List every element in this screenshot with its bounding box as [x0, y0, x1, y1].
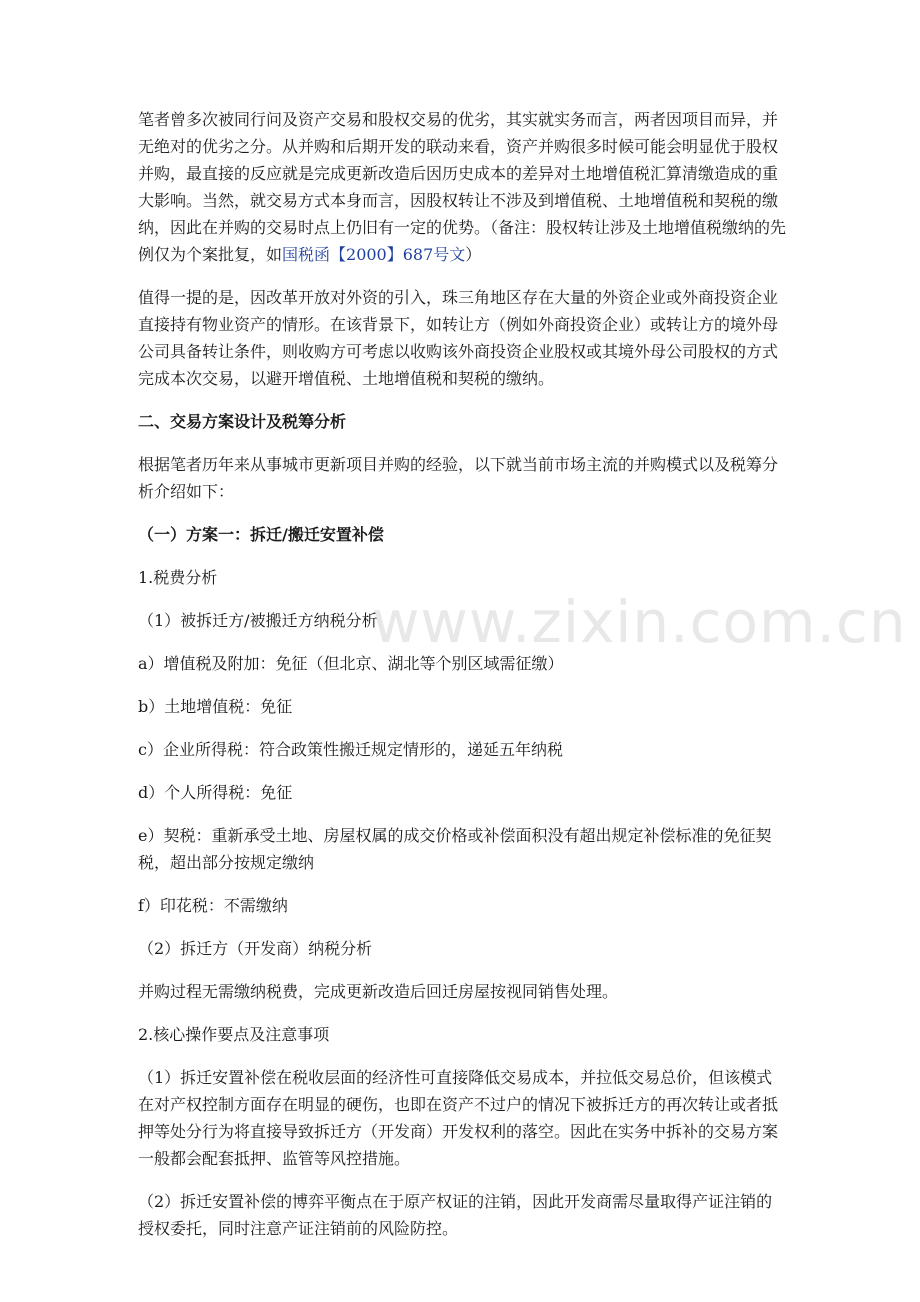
- item-developer-tax: （2）拆迁方（开发商）纳税分析: [138, 939, 373, 958]
- paragraph-2: 值得一提的是，因改革开放对外资的引入，珠三角地区存在大量的外资企业或外商投资企业直接持有物业资产的情形。在该背景下，如转让方（例如外商投资企业）或转让方的境外母公司具备转让条件，则收购方可考虑以收购该外商投资企业股权或其境外母公司股权的方式完成本次交易，以避开增值税、土地增值税和契税的缴纳。: [138, 288, 779, 388]
- paragraph-1-tail: ）: [465, 245, 482, 264]
- list-item-f: f）印花税：不需缴纳: [138, 896, 288, 915]
- paragraph-6: （2）拆迁安置补偿的博弈平衡点在于原产权证的注销，因此开发商需尽量取得产证注销的授权委托，同时注意产证注销前的风险防控。: [138, 1192, 773, 1238]
- paragraph-1: [138, 106, 786, 268]
- paragraph-3: 根据笔者历年来从事城市更新项目并购的经验，以下就当前市场主流的并购模式以及税筹分析介绍如下：: [138, 455, 779, 501]
- paragraph-5: （1）拆迁安置补偿在税收层面的经济性可直接降低交易成本，并拉低交易总价，但该模式在对产权控制方面存在明显的硬伤，也即在资产不过户的情况下被拆迁方的再次转让或者抵押等处分行为将直接导致拆迁方（开发商）开发权利的落空。因此在实务中拆补的交易方案一般都会配套抵押、监管等风控措施。: [138, 1068, 779, 1168]
- list-item-d: d）个人所得税：免征: [138, 783, 293, 802]
- list-item-b: b）土地增值税：免征: [138, 697, 293, 716]
- tax-document-link[interactable]: 国税函【2000】687号文: [282, 245, 466, 264]
- watermark-text: www.zixin.com.cn: [372, 588, 907, 656]
- item-key-points: 2.核心操作要点及注意事项: [138, 1025, 330, 1044]
- paragraph-1-text: 笔者曾多次被同行问及资产交易和股权交易的优劣，其实就实务而言，两者因项目而异，并无绝对的优劣之分。从并购和后期开发的联动来看，资产并购很多时候可能会明显优于股权并购，最直接的反应就是完成更新改造后因历史成本的差异对土地增值税汇算清缴造成的重大影响。当然，就交易方式本身而言，因股权转让不涉及到增值税、土地增值税和契税的缴纳，因此在并购的交易时点上仍旧有一定的优势。（备注：股权转让涉及土地增值税缴纳的先例仅为个案批复，如: [138, 110, 787, 264]
- section-heading-2: 二、交易方案设计及税筹分析: [138, 412, 347, 431]
- paragraph-4: 并购过程无需缴纳税费，完成更新改造后回迁房屋按视同销售处理。: [138, 982, 619, 1001]
- article-body: [138, 106, 907, 1258]
- item-demolished-party-tax: （1）被拆迁方/被搬迁方纳税分析: [138, 611, 378, 630]
- list-item-a: a）增值税及附加：免征（但北京、湖北等个别区域需征缴）: [138, 654, 564, 673]
- subsection-heading-plan-1: （一）方案一：拆迁/搬迁安置补偿: [138, 525, 384, 544]
- list-item-e: e）契税：重新承受土地、房屋权属的成交价格或补偿面积没有超出规定补偿标准的免征契税，超出部分按规定缴纳: [138, 826, 772, 872]
- list-item-c: c）企业所得税：符合政策性搬迁规定情形的，递延五年纳税: [138, 740, 563, 759]
- item-tax-analysis: 1.税费分析: [138, 568, 218, 587]
